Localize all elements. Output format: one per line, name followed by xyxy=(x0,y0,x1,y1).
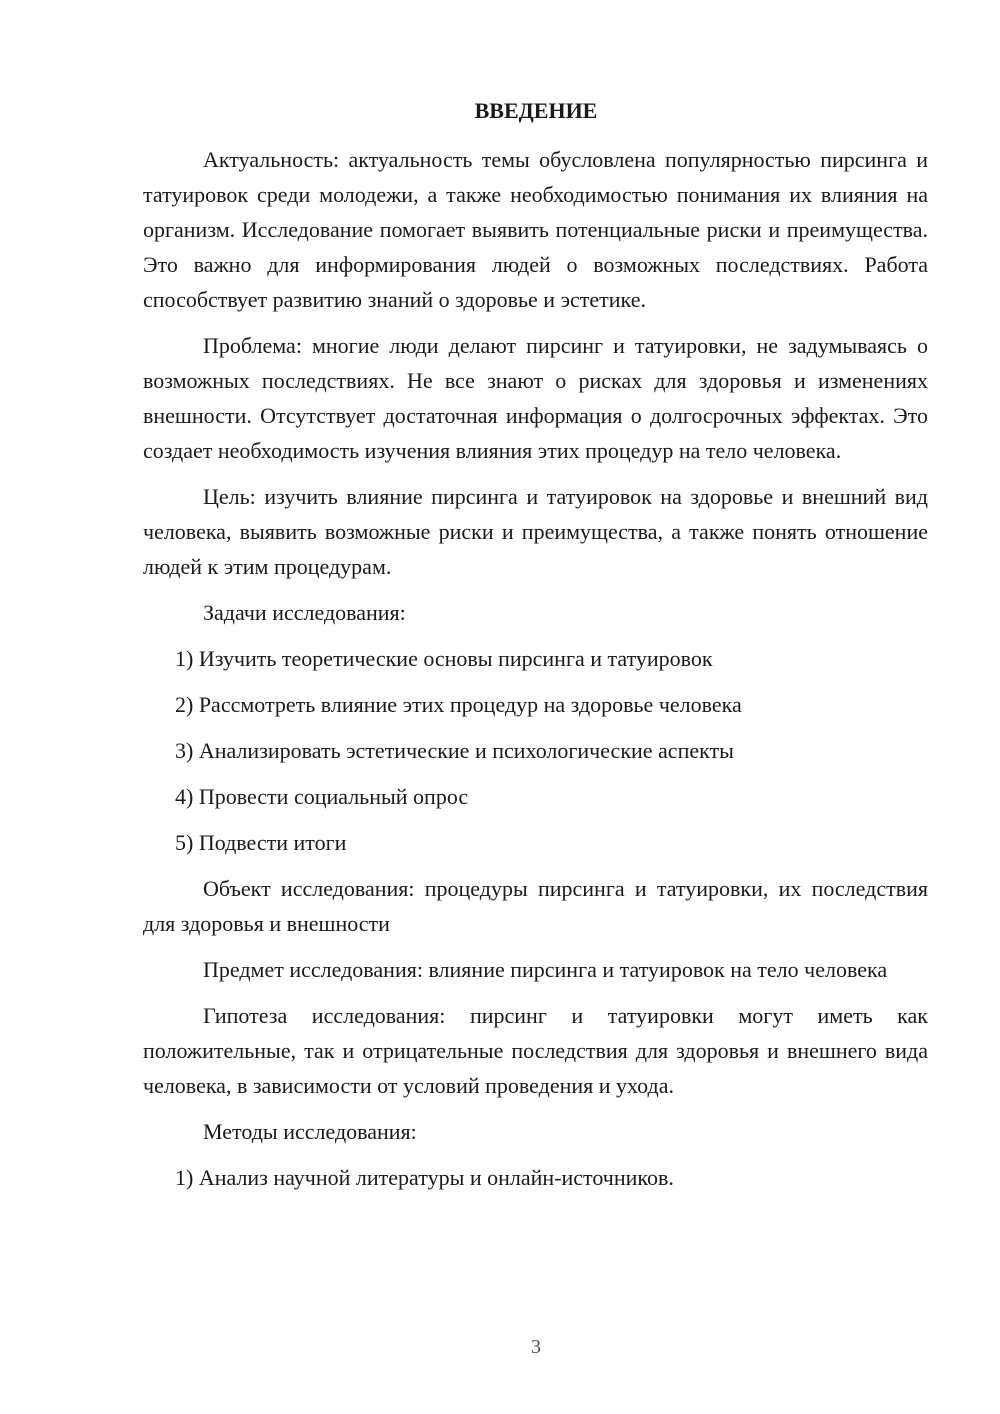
task-item: 3) Анализировать эстетические и психологические аспекты xyxy=(175,738,734,763)
problem-paragraph: Проблема: многие люди делают пирсинг и татуировки, не задумываясь о возможных последствиях. Не все знают о рисках для здоровья и изменениях внешности. Отсутствует достаточная информация о долгосрочных эффектах. Это создает необходимость изучения влияния этих процедур на тело человека. xyxy=(143,333,928,463)
methods-label: Методы исследования: xyxy=(203,1119,417,1144)
goal-paragraph: Цель: изучить влияние пирсинга и татуировок на здоровье и внешний вид человека, выявить возможные риски и преимущества, а также понять отношение людей к этим процедурам. xyxy=(143,484,928,579)
task-item: 1) Изучить теоретические основы пирсинга и татуировок xyxy=(175,646,713,671)
task-item: 4) Провести социальный опрос xyxy=(175,784,469,809)
page-number: 3 xyxy=(531,1336,541,1358)
tasks-label: Задачи исследования: xyxy=(203,600,406,625)
method-item: 1) Анализ научной литературы и онлайн-источников. xyxy=(175,1165,674,1190)
document-body xyxy=(143,142,928,1206)
object-paragraph: Объект исследования: процедуры пирсинга и татуировки, их последствия для здоровья и внешности xyxy=(143,876,928,936)
relevance-paragraph: Актуальность: актуальность темы обусловлена популярностью пирсинга и татуировок среди молодежи, а также необходимостью понимания их влияния на организм. Исследование помогает выявить потенциальные риски и преимущества. Это важно для информирования людей о возможных последствиях. Работа способствует развитию знаний о здоровье и эстетике. xyxy=(143,147,928,312)
subject-paragraph: Предмет исследования: влияние пирсинга и татуировок на тело человека xyxy=(203,957,888,982)
task-item: 5) Подвести итоги xyxy=(175,830,347,855)
hypothesis-paragraph: Гипотеза исследования: пирсинг и татуировки могут иметь как положительные, так и отрицательные последствия для здоровья и внешнего вида человека, в зависимости от условий проведения и ухода. xyxy=(143,1003,928,1098)
page-title: ВВЕДЕНИЕ xyxy=(474,98,598,123)
task-item: 2) Рассмотреть влияние этих процедур на здоровье человека xyxy=(175,692,742,717)
